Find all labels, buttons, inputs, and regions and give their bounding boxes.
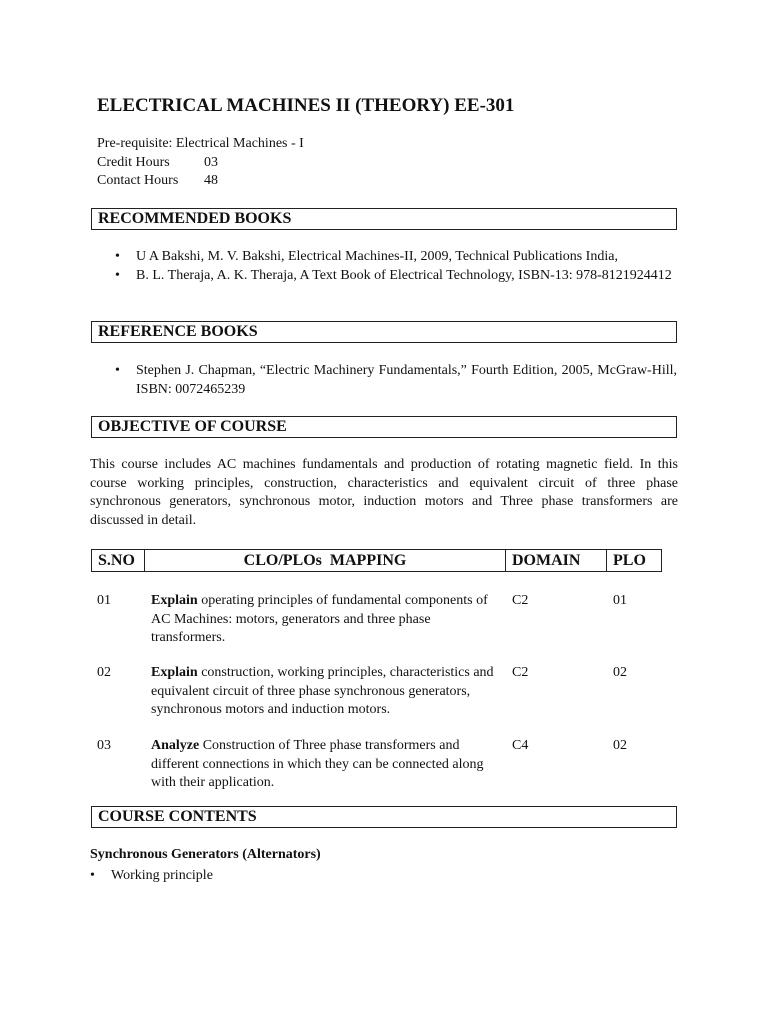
row-1-plo: 01 <box>613 593 627 608</box>
row-2-clo <box>151 664 501 720</box>
row-3-verb: Analyze <box>151 738 200 753</box>
objective-heading: OBJECTIVE OF COURSE <box>91 416 677 438</box>
course-contents-heading: COURSE CONTENTS <box>91 806 677 828</box>
row-2-verb: Explain <box>151 665 198 680</box>
row-1-verb: Explain <box>151 593 198 608</box>
list-item: • B. L. Theraja, A. K. Theraja, A Text Book of Electrical Technology, ISBN-13: 978-8121924412 <box>115 266 677 285</box>
row-2-plo: 02 <box>613 665 627 680</box>
table-header-clo: CLO/PLOs MAPPING <box>144 549 506 572</box>
contact-hours-label: Contact Hours <box>97 173 179 188</box>
row-2-domain: C2 <box>512 665 529 680</box>
contact-hours-value: 48 <box>204 173 218 188</box>
row-3-clo <box>151 737 501 793</box>
prerequisite: Pre-requisite: Electrical Machines - I <box>97 136 304 151</box>
list-item: • Stephen J. Chapman, “Electric Machinery Fundamentals,” Fourth Edition, 2005, McGraw-Hill, ISBN: 0072465239 <box>115 361 677 399</box>
list-item: • U A Bakshi, M. V. Bakshi, Electrical Machines-II, 2009, Technical Publications India, <box>115 247 677 266</box>
credit-hours-value: 03 <box>204 155 218 170</box>
reference-books-list <box>115 361 677 399</box>
row-1-domain: C2 <box>512 593 529 608</box>
row-3-sno: 03 <box>97 738 111 753</box>
row-2-description: construction, working principles, characteristics and equivalent circuit of three phase synchronous generators, synchronous motors and induction motors. <box>151 665 494 717</box>
credit-hours-row <box>97 155 218 171</box>
table-header-plo: PLO <box>606 549 662 572</box>
list-item: • Working principle <box>90 866 590 885</box>
table-header-domain: DOMAIN <box>505 549 607 572</box>
recommended-books-list <box>115 247 677 285</box>
row-1-description: operating principles of fundamental components of AC Machines: motors, generators and three phase transformers. <box>151 593 488 645</box>
credit-hours-label: Credit Hours <box>97 155 170 170</box>
row-3-description: Construction of Three phase transformers and different connections in which they can be connected along with their application. <box>151 738 484 790</box>
contents-subheading: Synchronous Generators (Alternators) <box>90 847 321 862</box>
table-header-sno: S.NO <box>91 549 145 572</box>
contact-hours-row <box>97 173 218 189</box>
objective-paragraph: This course includes AC machines fundamentals and production of rotating magnetic field. In this course working principles, construction, characteristics and equivalent circuit of three phase synchronous generators, synchronous motor, induction motors and Three phase transformers are discussed in detail. <box>90 457 678 528</box>
recommended-books-heading: RECOMMENDED BOOKS <box>91 208 677 230</box>
row-1-clo <box>151 592 501 648</box>
reference-books-heading: REFERENCE BOOKS <box>91 321 677 343</box>
row-1-sno: 01 <box>97 593 111 608</box>
course-title: ELECTRICAL MACHINES II (THEORY) EE-301 <box>97 95 515 116</box>
row-3-plo: 02 <box>613 738 627 753</box>
row-3-domain: C4 <box>512 738 529 753</box>
row-2-sno: 02 <box>97 665 111 680</box>
contents-list <box>90 866 590 885</box>
